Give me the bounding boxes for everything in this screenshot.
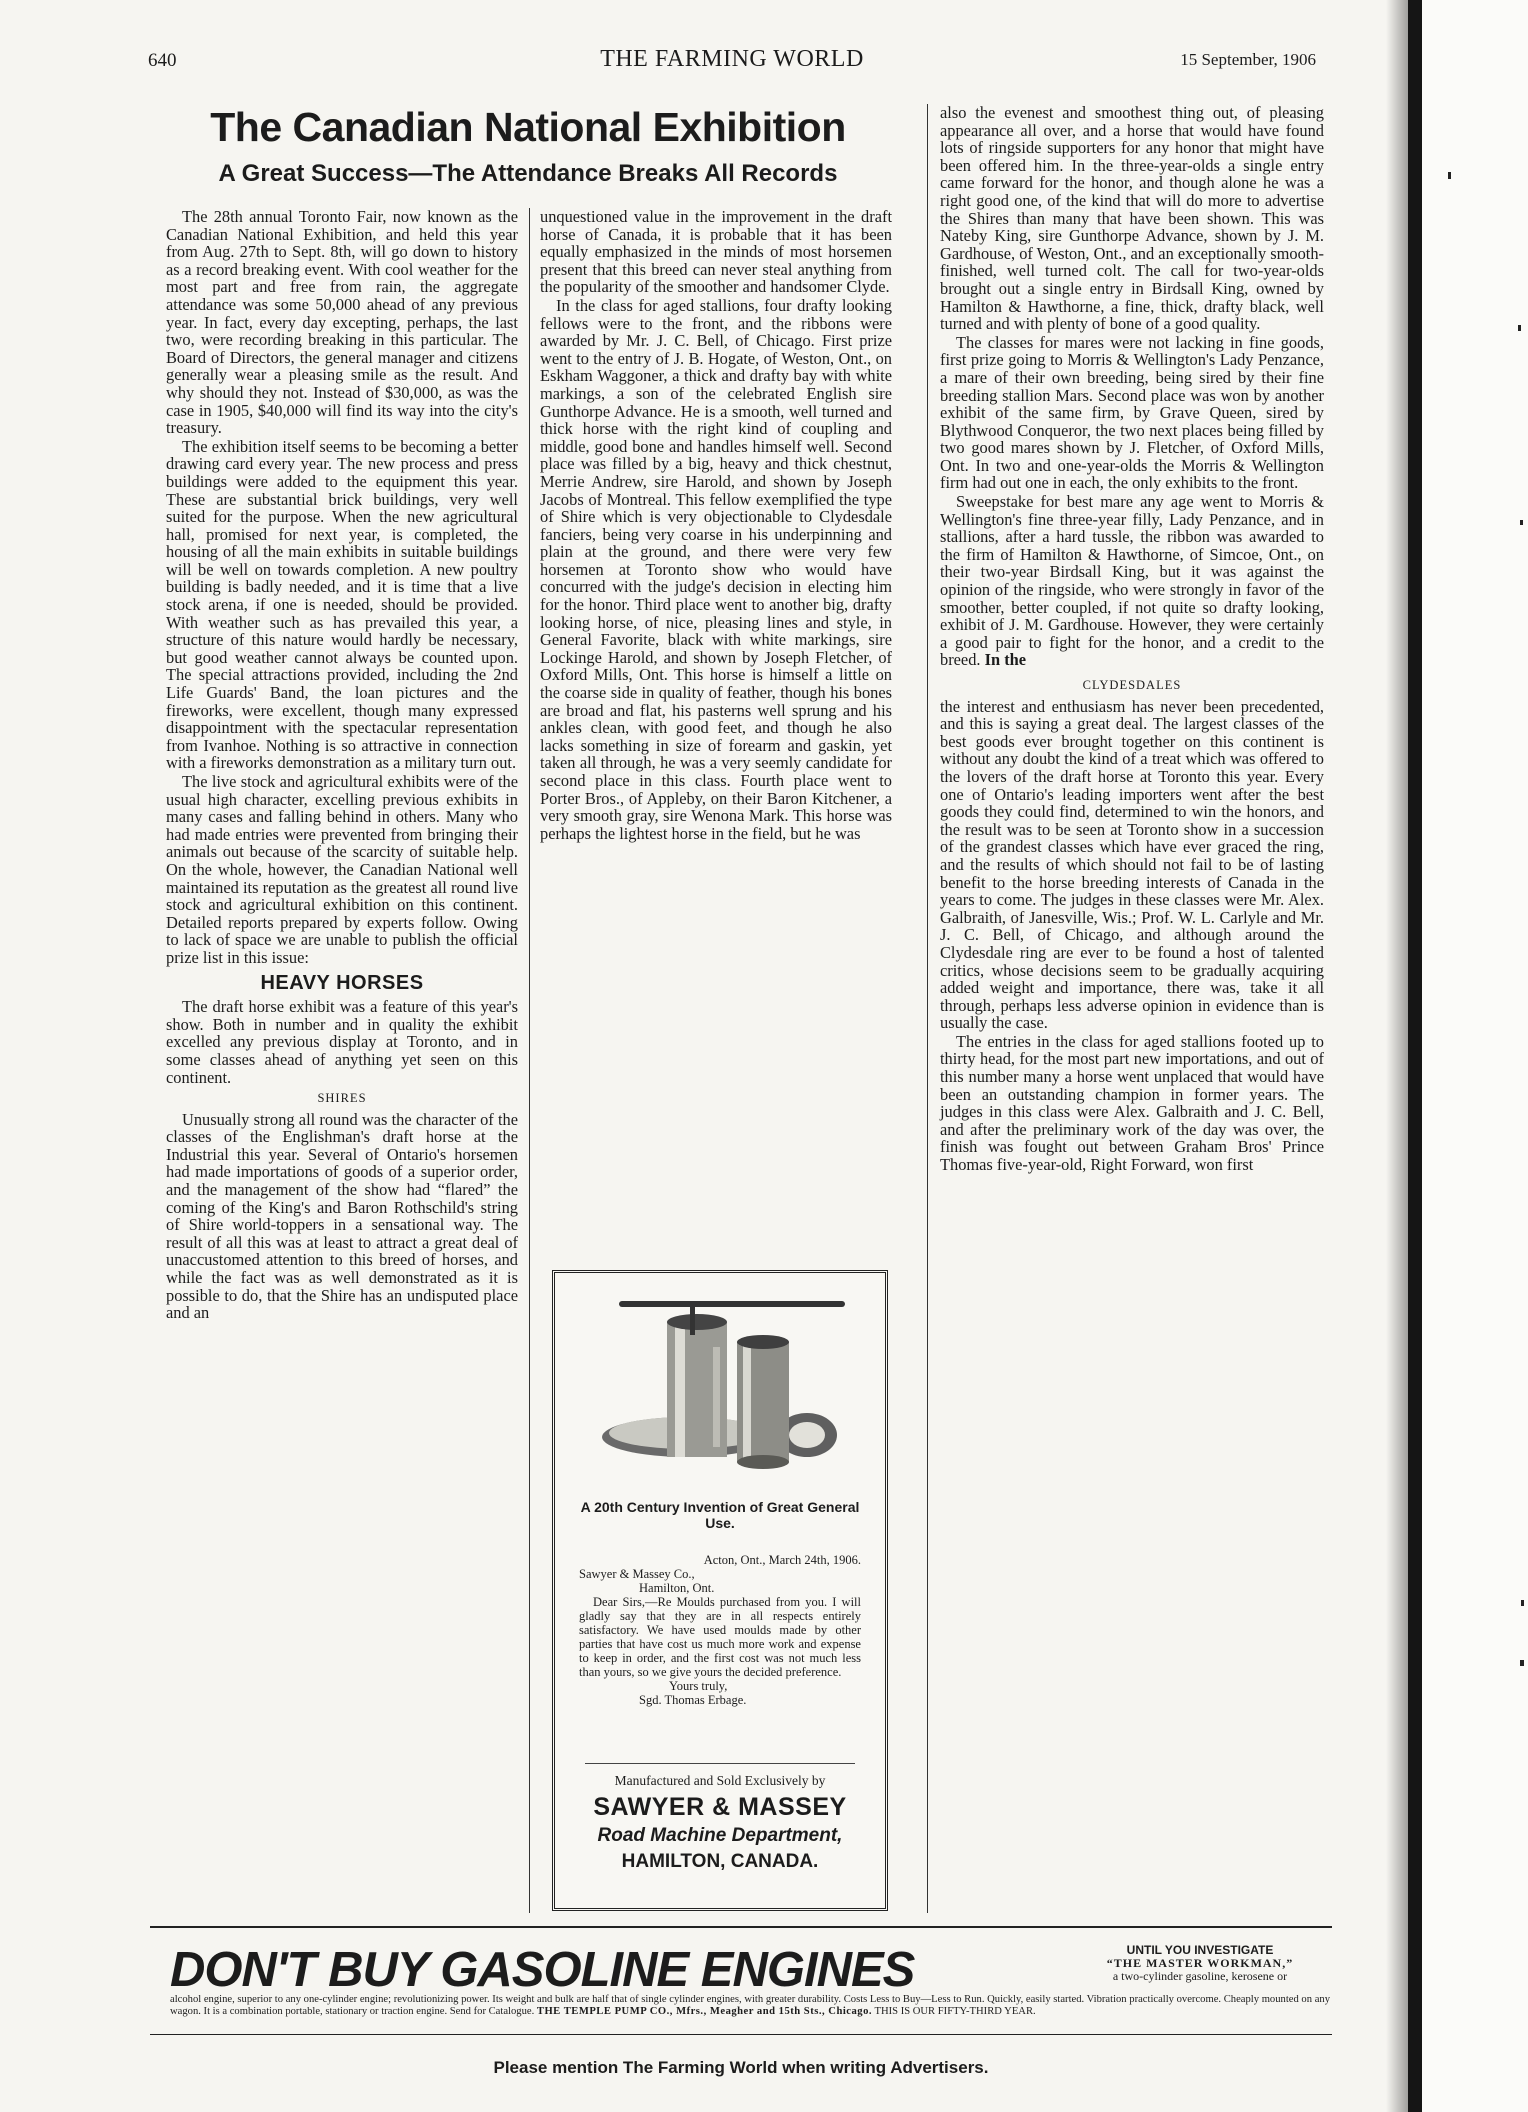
advert-manufacturer-line: Manufactured and Sold Exclusively by bbox=[614, 1773, 826, 1788]
paragraph: In the class for aged stallions, four drafty looking fellows were to the front, and the ribbons were awarded by Mr. J. C. Bell, of Chicago. First prize went to the entry of J. B. Hogate, of Weston, Ont., on Eskham Waggoner, a thick and drafty bay with white markings, a son of the celebrated English sire Gunthorpe Advance. He is a smooth, well turned and thick horse with the right kind of coupling and middle, good bone and handles himself well. Second place was filled by a big, heavy and thick chestnut, Merrie Andrew, sire Harold, and shown by Joseph Jacobs of Montreal. This fellow exemplified the type of Shire which is very objectionable to Clydesdale fanciers, being very coarse in his underpinning and plain at the ground, and there were very few horsemen at Toronto show who would have concurred with the judge's decision in electing him for the honor. Third place went to another big, drafty looking horse, of nice, pleasing lines and style, in General Favorite, black with white markings, sire Lockinge Harold, and shown by Joseph Fletcher, of Oxford Mills, Ont. This horse is himself a little on the coarse side in quality of feather, though his bones are broad and flat, his pasterns well sprung and his ankles clean, with good feet, and though he also lacks something in size of forearm and gaskin, yet taken all through, he was a very seemly candidate for second place in this class. Fourth place went to Porter Bros., of Appleby, on their Baron Kitchener, a very smooth gray, sire Wenona Mark. This horse was perhaps the lightest horse in the field, but he was bbox=[540, 295, 892, 843]
ad-catalogue: Send for Catalogue. bbox=[449, 2006, 535, 2017]
gasoline-engine-ad-side bbox=[1060, 1944, 1340, 1983]
paragraph: The exhibition itself seems to be becoming a better drawing card every year. The new process and press buildings were added to the equipment this year. These are substantial brick buildings, very well suited for the purpose. When the new agricultural hall, promised for next year, is completed, the housing of all the main exhibits in suitable buildings will be well on towards completion. A new poultry building is badly needed, and it is time that a live stock arena, if one is needed, should be provided. With weather such as has prevailed this year, a structure of this nature would hardly be necessary, but good weather cannot always be counted upon. The special attractions provided, including the 2nd Life Guards' Band, the loan pictures and the fireworks, were excellent, though many expressed disappointment with the spectacular representation from Ivanhoe. Nothing is so attractive in connection with a fireworks demonstration as a military turn out. bbox=[166, 436, 518, 773]
article-column-3 bbox=[940, 104, 1324, 1175]
bottom-rule-bottom-ad bbox=[150, 2034, 1332, 2035]
paragraph-text: Sweepstake for best mare any age went to Morris & Wellington's fine three-year filly, Lady Penzance, and in stallions, after a hard tussle, the ribbon was awarded to the firm of Hamilton & Hawthorne, of Simcoe, Ont., on their two-year Birdsall King, but it was against the opinion of the ringside, who were strongly in favor of the smoother, better coupled, if not quite so drafty looking, exhibit of J. M. Gardhouse. However, they were certainly a good pair to fight for the honor, and a credit to the breed. bbox=[940, 492, 1324, 670]
sawyer-massey-advertisement bbox=[552, 1270, 888, 1911]
letter-body: Dear Sirs,—Re Moulds purchased from you. I will gladly say that they are in all respects entirely satisfactory. We have used moulds made by other parties that have cost us much more work and expense to keep in order, and the first cost was not much less than yours, so we give yours the decided preference. bbox=[579, 1595, 861, 1679]
letter-closing: Yours truly, bbox=[669, 1679, 728, 1693]
paragraph bbox=[940, 493, 1324, 669]
running-header bbox=[148, 46, 1316, 76]
adjacent-page-edge bbox=[1408, 0, 1528, 2112]
paragraph: Unusually strong all round was the character of the classes of the Englishman's draft horse at the Industrial this year. Several of Ontario's horsemen had made importations of goods of a superior order, and the management of the show had “flared” the coming of the King's and Baron Rothschild's string of Shire world-toppers in a sensational way. The result of all this was at least to attract a great deal of unaccustomed attention to this breed of horses, and while the fact was as well demonstrated as it is possible to do, that the Shire has an undisputed place and an bbox=[166, 1109, 518, 1323]
testimonial-letter bbox=[579, 1553, 861, 1707]
article-column-1 bbox=[166, 208, 518, 1323]
section-heading-heavy-horses: HEAVY HORSES bbox=[260, 971, 424, 994]
paragraph: The draft horse exhibit was a feature of this year's show. Both in number and in quality the exhibit excelled any previous display at Toronto, and in some classes ahead of anything yet seen on this continent. bbox=[166, 997, 518, 1087]
column-rule bbox=[529, 208, 530, 1913]
article-column-2 bbox=[540, 208, 892, 843]
issue-date: 15 September, 1906 bbox=[1180, 50, 1316, 69]
advert-city: HAMILTON, CANADA. bbox=[621, 1851, 819, 1872]
article-subtitle: A Great Success—The Attendance Breaks All Records bbox=[218, 160, 838, 187]
page-gutter-shadow bbox=[1386, 0, 1408, 2112]
ad-side-line-1: UNTIL YOU INVESTIGATE bbox=[1126, 1943, 1274, 1957]
letter-addressee: Sawyer & Massey Co., bbox=[579, 1567, 695, 1581]
page-footer: Please mention The Farming World when writing Advertisers. bbox=[493, 2058, 989, 2077]
ad-body-text: alcohol engine, superior to any one-cylinder engine; revolutionizing power. Its weight and bulk are half that of single cylinder engines, with greater durability. Costs Less to Buy—Less to Run. Quickly, easily started. Vibration practically overcome. Cheaply mounted on any wagon. It is a combination portable, stationary or traction engine. bbox=[170, 1994, 1330, 2017]
paragraph: The live stock and agricultural exhibits were of the usual high character, excelling previous exhibits in many cases and falling behind in others. Many who had made entries were prevented from bringing their animals out because of the scarcity of suitable help. On the whole, however, the Canadian National well maintained its reputation as the greatest all round live stock and agricultural exhibition on this continent. Detailed reports prepared by experts follow. Owing to lack of space we are unable to publish the official prize list in this issue: bbox=[166, 772, 518, 967]
advert-divider bbox=[585, 1763, 855, 1764]
concrete-moulds-illustration bbox=[577, 1287, 867, 1495]
advert-caption: A 20th Century Invention of Great General Use. bbox=[580, 1499, 860, 1531]
gasoline-engine-ad-headline: DON'T BUY GASOLINE ENGINES bbox=[170, 1943, 915, 1997]
advert-company-name: SAWYER & MASSEY bbox=[593, 1793, 847, 1821]
section-subheading-shires: SHIRES bbox=[317, 1091, 367, 1106]
article-title: The Canadian National Exhibition bbox=[210, 104, 846, 150]
paragraph: the interest and enthusiasm has never been precedented, and this is saying a great deal. The largest classes of the best goods ever brought together on this continent is without any doubt the kind of a treat which was offered to the lovers of the draft horse at Toronto this year. Every one of Ontario's leading importers went after the best goods they could find, determined to win the honors, and the result was to be seen at Toronto show in a succession of the grandest classes which have ever graced the ring, and the results of which should not fail to be of lasting benefit to the horse breeding interests of Canada in the years to come. The judges in these classes were Mr. Alex. Galbraith, of Janesville, Wis.; Prof. W. L. Carlyle and Mr. J. C. Bell, of Chicago, and although around the Clydesdale ring are ever to be found a host of talented critics, whose decisions seem to be gradually acquiring added weight and importance, there was, take it all through, perhaps less adverse opinion in evidence than is usually the case. bbox=[940, 696, 1324, 1033]
advert-department: Road Machine Department, bbox=[597, 1825, 843, 1846]
page-binding-edge bbox=[1408, 0, 1422, 2112]
letter-signature: Sgd. Thomas Erbage. bbox=[639, 1693, 747, 1707]
paragraph: The 28th annual Toronto Fair, now known as the Canadian National Exhibition, and held this year from Aug. 27th to Sept. 8th, will go down to history as a record breaking event. With cool weather for the most part and free from rain, the aggregate attendance was some 50,000 ahead of any previous year. In fact, every day excepting, perhaps, the last two, were recording breaking in this particular. The Board of Directors, the general manager and citizens generally wear a pleasing smile as the result. And why should they not. Instead of $30,000, as was the case in 1905, $40,000 will find its way into the city's treasury. bbox=[166, 207, 518, 438]
running-title: THE FARMING WORLD bbox=[600, 46, 864, 72]
top-rule-bottom-ad bbox=[150, 1926, 1332, 1928]
letter-dateline: Acton, Ont., March 24th, 1906. bbox=[703, 1553, 861, 1567]
paragraph: The classes for mares were not lacking in fine goods, first prize going to Morris & Wellington's Lady Penzance, a mare of their own breeding, being sired by their fine breeding stallion Mars. Second place was won by another exhibit of the same firm, by Grave Queen, sired by Blythwood Conqueror, the two next places being filled by two good mares shown by J. Fletcher, of Oxford Mills, Ont. In two and one-year-olds the Morris & Wellington firm had out one in each, the only exhibits to the front. bbox=[940, 332, 1324, 493]
ad-side-line-3: a two-cylinder gasoline, kerosene or bbox=[1112, 1969, 1288, 1983]
section-subheading-clydesdales: CLYDESDALES bbox=[1082, 678, 1182, 692]
ad-year: THIS IS OUR FIFTY-THIRD YEAR. bbox=[874, 2006, 1036, 2017]
ad-side-line-2: “THE MASTER WORKMAN,” bbox=[1106, 1956, 1294, 1970]
paragraph: The entries in the class for aged stallions footed up to thirty head, for the most part new importations, and out of this number many a horse went unplaced that would have been an outstanding champion in former years. The judges in this class were Alex. Galbraith and J. C. Bell, and after the preliminary work of the day was over, the finish was fought out between Graham Bros' Prince Thomas five-year-old, Right Forward, won first bbox=[940, 1031, 1324, 1175]
letter-addressee-city: Hamilton, Ont. bbox=[639, 1581, 715, 1595]
column-rule bbox=[927, 104, 928, 1913]
ad-company: THE TEMPLE PUMP CO., Mfrs., Meagher and 15th Sts., Chicago. bbox=[536, 2006, 873, 2017]
gasoline-engine-ad-body bbox=[170, 1994, 1330, 2018]
paragraph-bold-tail: In the bbox=[984, 650, 1027, 670]
page-number: 640 bbox=[148, 50, 177, 71]
paragraph: unquestioned value in the improvement in the draft horse of Canada, it is probable that it has been equally emphasized in the minds of most horsemen present that this breed can never steal anything from the popularity of the smoother and handsomer Clyde. bbox=[540, 207, 892, 297]
paragraph: also the evenest and smoothest thing out, of pleasing appearance all over, and a horse that would have found lots of ringside supporters for any honor that might have been offered him. In the three-year-olds a single entry came forward for the honor, and though alone he was a right good one, of the kind that will do more to advertise the Shires than many that have been shown. This was Nateby King, sire Gunthorpe Advance, shown by J. M. Gardhouse, of Weston, Ont., and an exceptionally smooth-finished, well turned colt. The call for two-year-olds brought out a single entry in Birdsall King, owned by Hamilton & Hawthorne, a fine, thick, drafty black, well turned and with plenty of bone of a good quality. bbox=[940, 103, 1324, 334]
